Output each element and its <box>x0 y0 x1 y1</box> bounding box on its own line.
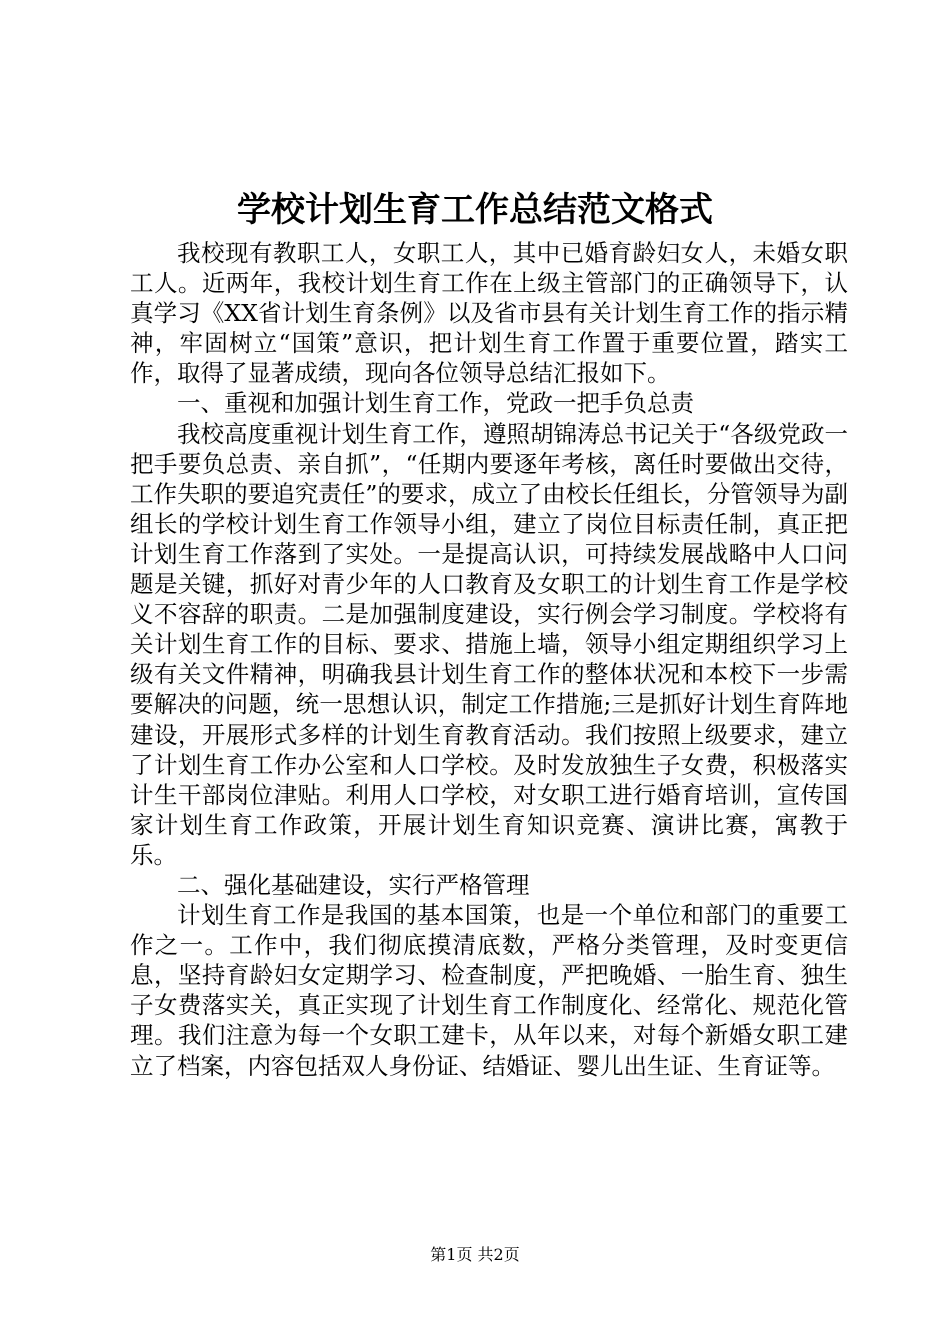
section-heading-2: 二、强化基础建设，实行严格管理 <box>177 870 530 899</box>
section-heading-1: 一、重视和加强计划生育工作，党政一把手负总责 <box>177 389 694 418</box>
paragraph-intro: 我校现有教职工人，女职工人，其中已婚育龄妇女人，未婚女职工人。近两年，我校计划生育工作在上级主管部门的正确领导下，认真学习《XX省计划生育条例》以及省市县有关计划生育工作的指示精神，牢固树立“国策”意识，把计划生育工作置于重要位置，踏实工作，取得了显著成绩，现向各位领导总结汇报如下。 <box>130 239 848 388</box>
document-body <box>130 238 848 1081</box>
document-title: 学校计划生育工作总结范文格式 <box>237 190 713 230</box>
page-number-footer: 第1页 共2页 <box>430 1245 520 1264</box>
paragraph-section-2: 计划生育工作是我国的基本国策，也是一个单位和部门的重要工作之一。工作中，我们彻底摸清底数，严格分类管理，及时变更信息，坚持育龄妇女定期学习、检查制度，严把晚婚、一胎生育、独生子女费落实关，真正实现了计划生育工作制度化、经常化、规范化管理。我们注意为每一个女职工建卡，从年以来，对每个新婚女职工建立了档案，内容包括双人身份证、结婚证、婴儿出生证、生育证等。 <box>130 901 848 1080</box>
paragraph-section-1: 我校高度重视计划生育工作，遵照胡锦涛总书记关于“各级党政一把手要负总责、亲自抓”，“任期内要逐年考核，离任时要做出交待，工作失职的要追究责任”的要求，成立了由校长任组长，分管领导为副组长的学校计划生育工作领导小组，建立了岗位目标责任制，真正把计划生育工作落到了实处。一是提高认识，可持续发展战略中人口问题是关键，抓好对青少年的人口教育及女职工的计划生育工作是学校义不容辞的职责。二是加强制度建设，实行例会学习制度。学校将有关计划生育工作的目标、要求、措施上墙，领导小组定期组织学习上级有关文件精神，明确我县计划生育工作的整体状况和本校下一步需要解决的问题，统一思想认识，制定工作措施;三是抓好计划生育阵地建设，开展形式多样的计划生育教育活动。我们按照上级要求，建立了计划生育工作办公室和人口学校。及时发放独生子女费，积极落实计生干部岗位津贴。利用人口学校，对女职工进行婚育培训，宣传国家计划生育工作政策，开展计划生育知识竞赛、演讲比赛，寓教于乐。 <box>130 419 848 869</box>
